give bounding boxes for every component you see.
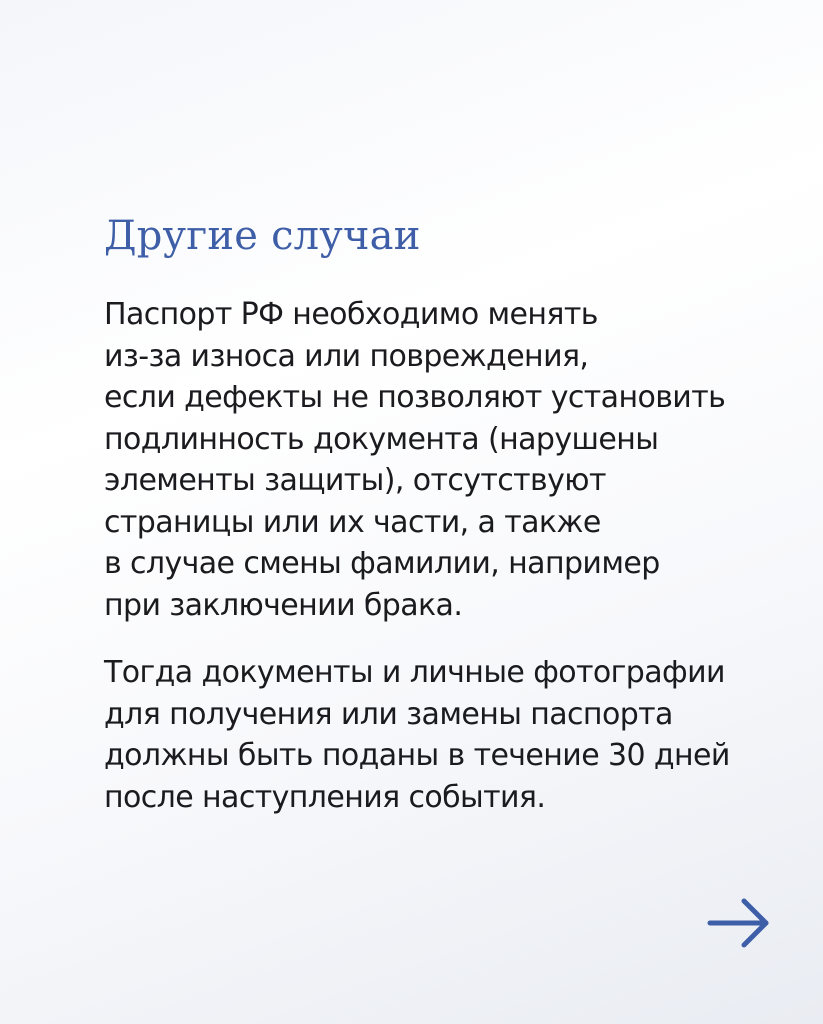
paragraph-deadline: Тогда документы и личные фотографии для получения или замены паспорта должны быть поданы в течение 30 дней после наступления события. (104, 655, 730, 815)
slide-heading: Другие случаи (104, 213, 421, 259)
next-slide-button[interactable] (706, 896, 772, 950)
paragraph-replacement-reasons: Паспорт РФ необходимо менять из-за износа или повреждения, если дефекты не позволяют установить подлинность документа (нарушены элементы защиты), отсутствуют страницы или их части, а также в случае смены фамилии, например при заключении брака. (104, 297, 726, 623)
arrow-right-icon (706, 896, 772, 950)
